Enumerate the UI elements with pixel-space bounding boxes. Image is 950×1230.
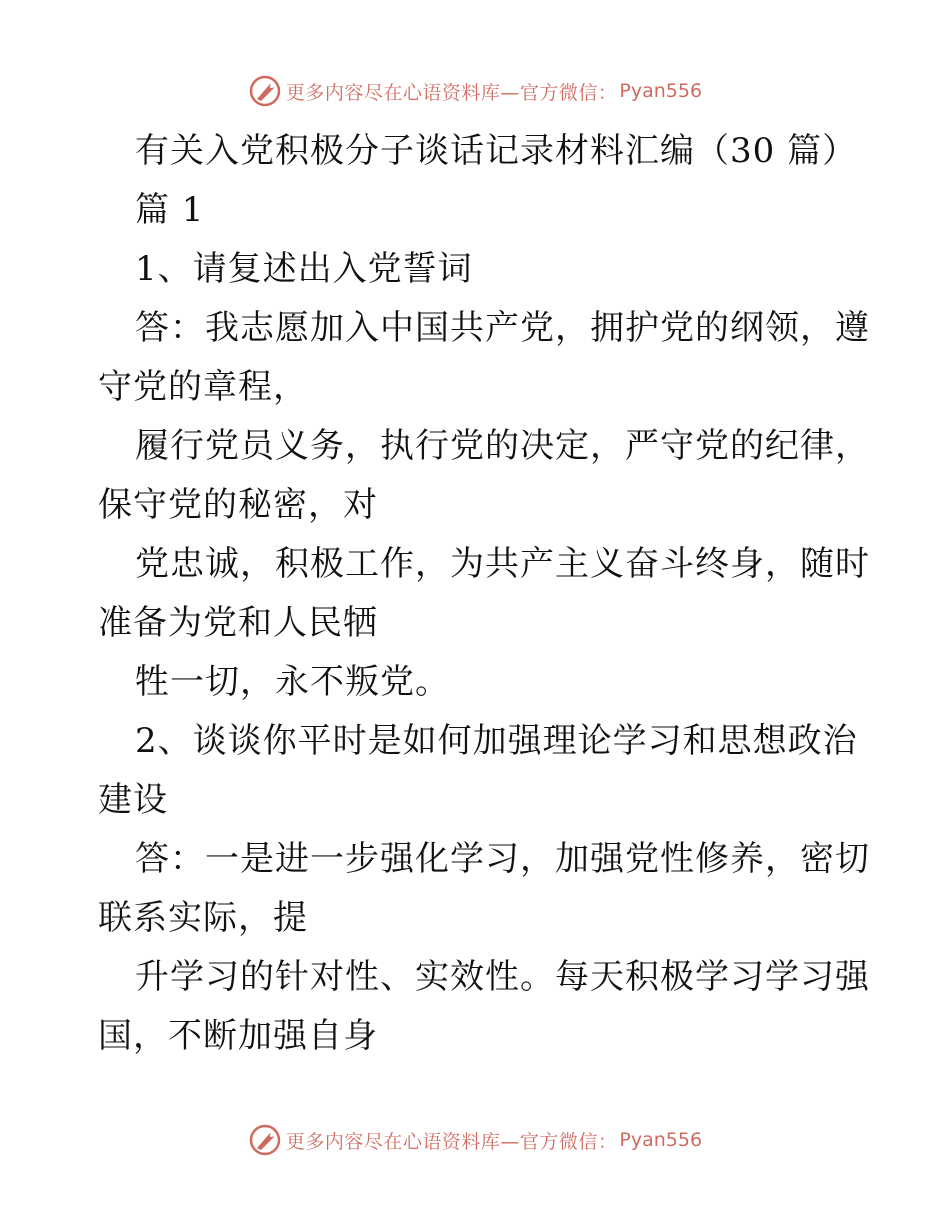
- question-2: 2、谈谈你平时是如何加强理论学习和思想政治: [135, 721, 858, 761]
- pen-nib-logo-icon: [248, 1123, 282, 1157]
- footer-watermark: [0, 1120, 950, 1160]
- section-heading: 篇 1: [135, 190, 205, 230]
- document-title: 有关入党积极分子谈话记录材料汇编（30 篇）: [135, 131, 858, 171]
- answer-1-line: 履行党员义务，执行党的决定，严守党的纪律，: [135, 426, 870, 466]
- header-watermark: [0, 71, 950, 111]
- answer-1-line: 准备为党和人民牺: [98, 603, 378, 643]
- document-body: [98, 122, 870, 1066]
- answer-1-line: 保守党的秘密，对: [98, 485, 378, 525]
- watermark-wechat-id: Pyan556: [619, 80, 703, 102]
- answer-1-line: 答：我志愿加入中国共产党，拥护党的纲领，遵: [135, 308, 870, 348]
- answer-2-line: 升学习的针对性、实效性。每天积极学习学习强: [135, 957, 870, 997]
- answer-1-line: 牲一切，永不叛党。: [135, 662, 450, 702]
- pen-nib-logo-icon: [248, 74, 282, 108]
- answer-2-line: 国，不断加强自身: [98, 1016, 378, 1056]
- answer-2-line: 答：一是进一步强化学习，加强党性修养，密切: [135, 839, 870, 879]
- watermark-wechat-id: Pyan556: [619, 1129, 703, 1151]
- watermark-text: 更多内容尽在心语资料库—官方微信：: [285, 81, 618, 104]
- answer-1-line: 党忠诚，积极工作，为共产主义奋斗终身，随时: [135, 544, 870, 584]
- question-2-continued: 建设: [98, 780, 168, 820]
- answer-2-line: 联系实际，提: [98, 898, 308, 938]
- question-1: 1、请复述出入党誓词: [135, 249, 473, 289]
- answer-1-line: 守党的章程，: [98, 367, 308, 407]
- watermark-text: 更多内容尽在心语资料库—官方微信：: [285, 1130, 618, 1153]
